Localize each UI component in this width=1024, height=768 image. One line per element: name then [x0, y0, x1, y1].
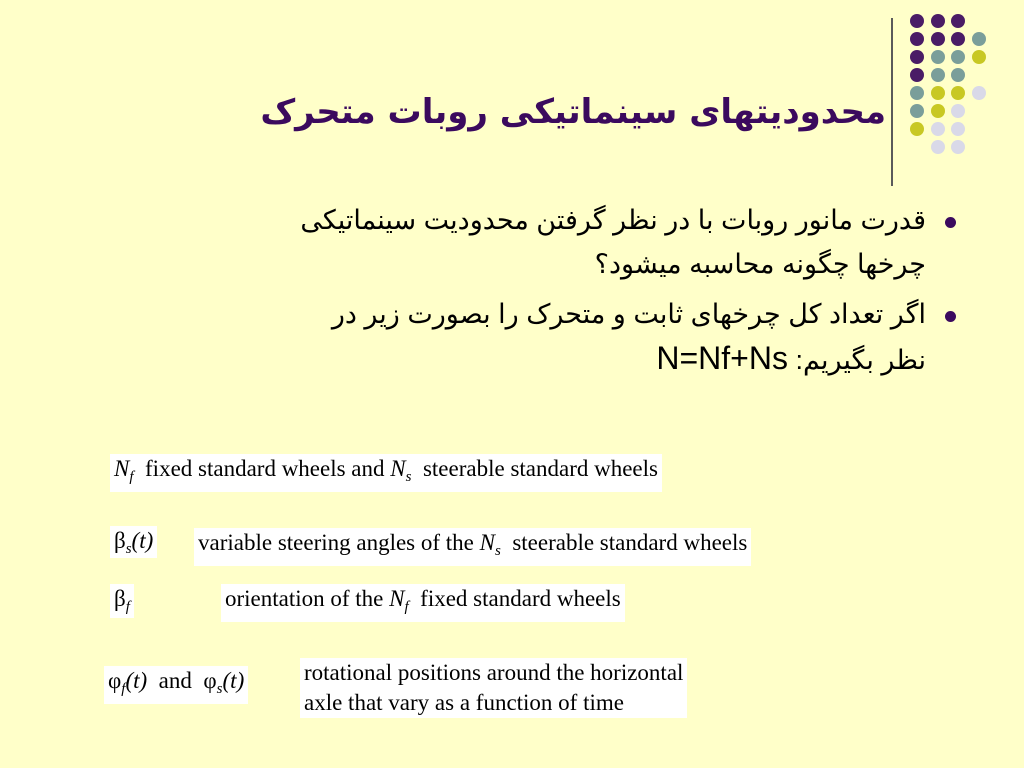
phi-f-symbol: φ — [108, 668, 122, 693]
bullet-item-2 — [126, 292, 956, 382]
decorative-dot — [910, 50, 924, 64]
decorative-dot — [931, 14, 945, 28]
row3-text: orientation of the — [225, 586, 384, 611]
phi-s-subscript: s — [216, 681, 223, 697]
row2-ns-subscript: s — [494, 543, 501, 559]
beta-s-symbol-box — [110, 526, 157, 558]
decorative-dot — [951, 50, 965, 64]
decorative-dot — [931, 104, 945, 118]
phi-s-symbol: φ — [203, 668, 217, 693]
decorative-dot — [910, 104, 924, 118]
decorative-dot — [931, 140, 945, 154]
wheel-count-formula: N=Nf+Ns — [656, 340, 788, 376]
beta-f-subscript: f — [125, 599, 130, 615]
beta-s-argument: (t) — [131, 528, 154, 553]
decorative-dot-grid — [910, 14, 1010, 164]
row1-end-text: steerable standard wheels — [422, 456, 658, 481]
decorative-dot — [910, 14, 924, 28]
definition-row-2 — [194, 528, 751, 566]
row3-nf-symbol: N — [389, 586, 405, 611]
decorative-dot — [931, 32, 945, 46]
definition-row-1 — [110, 454, 662, 492]
bullet-dot-icon — [945, 217, 956, 228]
decorative-dot — [951, 68, 965, 82]
ns-symbol: N — [390, 456, 406, 481]
beta-f-symbol: β — [114, 586, 126, 611]
ns-subscript: s — [405, 469, 412, 485]
decorative-dot — [972, 32, 986, 46]
beta-f-symbol-box — [110, 584, 134, 618]
row4-line-1: rotational positions around the horizontal — [304, 660, 684, 685]
decorative-dot — [951, 140, 965, 154]
beta-s-symbol: β — [114, 528, 126, 553]
beta-s-subscript: s — [125, 541, 132, 557]
bullet-list — [126, 198, 956, 388]
phi-s-argument: (t) — [222, 668, 245, 693]
bullet-2-line-1: اگر تعداد کل چرخهای ثابت و متحرک را بصورت زیر در — [331, 299, 926, 329]
decorative-dot — [910, 86, 924, 100]
row3-nf-subscript: f — [404, 599, 409, 615]
decorative-dot — [972, 50, 986, 64]
decorative-dot — [910, 122, 924, 136]
row2-ns-symbol: N — [479, 530, 495, 555]
row3-end-text: fixed standard wheels — [420, 586, 621, 611]
definition-row-3 — [221, 584, 625, 622]
definition-row-4 — [300, 658, 687, 718]
phi-f-subscript: f — [121, 681, 126, 697]
decorative-dot — [972, 86, 986, 100]
decorative-dot — [931, 122, 945, 136]
title-divider-line — [891, 18, 893, 186]
decorative-dot — [910, 32, 924, 46]
decorative-dot — [931, 50, 945, 64]
bullet-1-line-2: چرخها چگونه محاسبه میشود؟ — [594, 249, 926, 279]
row4-line-2: axle that vary as a function of time — [304, 690, 624, 715]
phi-f-argument: (t) — [125, 668, 148, 693]
phi-symbols-box — [104, 666, 248, 704]
bullet-item-1 — [126, 198, 956, 286]
decorative-dot — [951, 104, 965, 118]
decorative-dot — [951, 14, 965, 28]
row2-end-text: steerable standard wheels — [512, 530, 748, 555]
row1-text: fixed standard wheels and — [145, 456, 385, 481]
bullet-2-text: نظر بگیریم: — [795, 345, 926, 375]
and-text: and — [158, 668, 192, 693]
decorative-dot — [951, 86, 965, 100]
decorative-dot — [931, 68, 945, 82]
bullet-1-line-1: قدرت مانور روبات با در نظر گرفتن محدودیت سینماتیکی — [300, 205, 926, 235]
bullet-dot-icon — [945, 311, 956, 322]
decorative-dot — [910, 68, 924, 82]
decorative-dot — [951, 32, 965, 46]
nf-subscript: f — [129, 469, 134, 485]
bullet-2-line-2 — [126, 336, 926, 382]
row2-text: variable steering angles of the — [198, 530, 474, 555]
slide-title: محدودیتهای سینماتیکی روبات متحرک — [260, 92, 886, 132]
nf-symbol: N — [114, 456, 130, 481]
decorative-dot — [931, 86, 945, 100]
decorative-dot — [951, 122, 965, 136]
